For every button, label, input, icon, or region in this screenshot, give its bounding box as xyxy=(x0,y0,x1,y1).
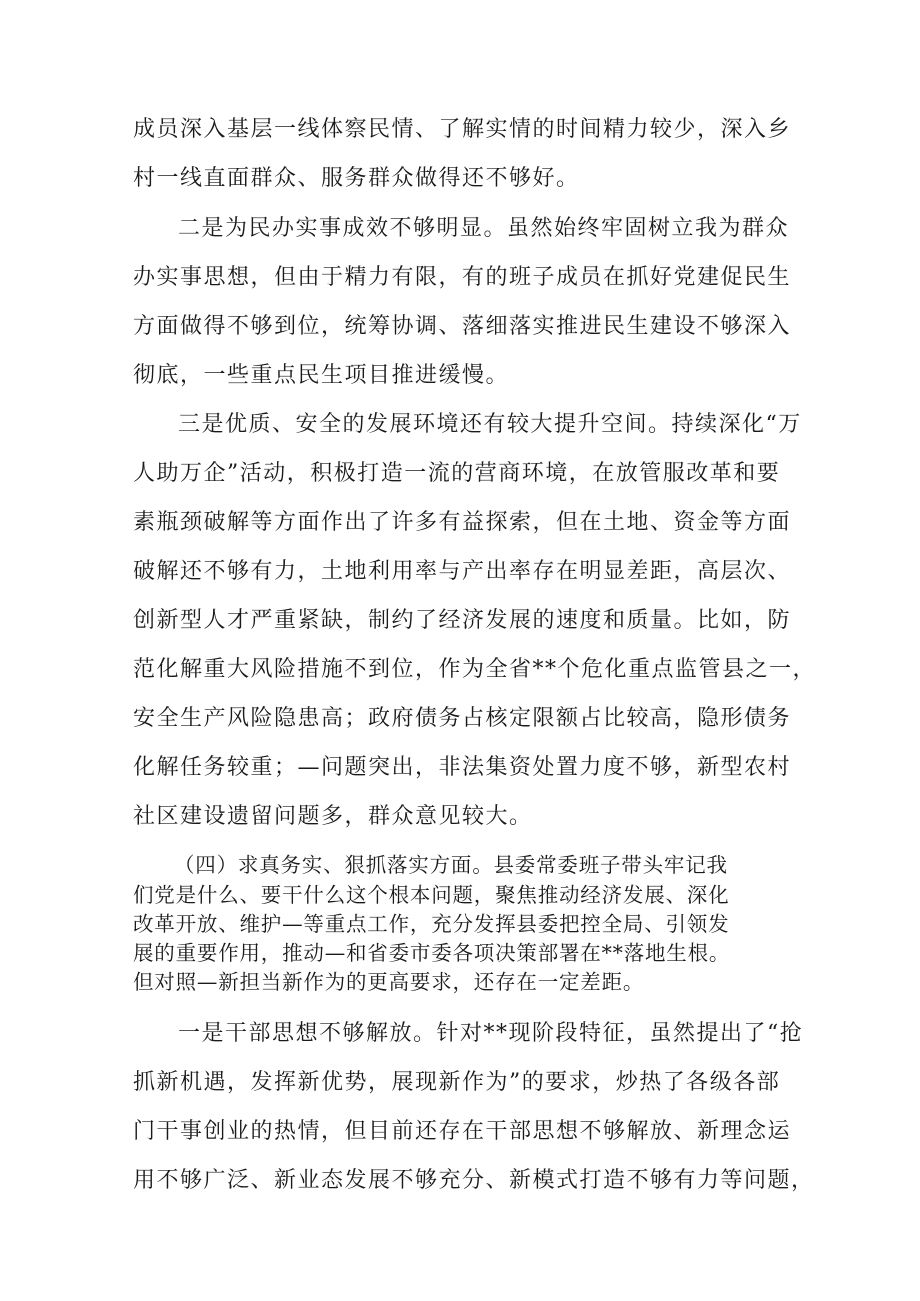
text-line: 创新型人才严重紧缺，制约了经济发展的速度和质量。比如，防 xyxy=(133,608,792,633)
text-line: （四）求真务实、狠抓落实方面。县委常委班子带头牢记我 xyxy=(174,853,728,877)
text-line: 展的重要作用，推动—和省委市委各项决策部署在**落地生根。 xyxy=(133,941,731,965)
text-line: 一是干部思想不够解放。针对**现阶段特征，虽然提出了“抢 xyxy=(178,1021,804,1046)
text-line: 村一线直面群众、服务群众做得还不够好。 xyxy=(133,166,580,191)
text-line: 彻底，一些重点民生项目推进缓慢。 xyxy=(133,363,510,388)
text-line: 们党是什么、要干什么这个根本问题，聚焦推动经济发展、深化 xyxy=(133,883,730,907)
text-line: 二是为民办实事成效不够明显。虽然始终牢固树立我为群众 xyxy=(178,216,790,241)
text-line: 素瓶颈破解等方面作出了许多有益探索，但在土地、资金等方面 xyxy=(133,510,792,535)
text-line: 三是优质、安全的发展环境还有较大提升空间。持续深化“万 xyxy=(178,412,802,437)
text-line: 抓新机遇，发挥新优势，展现新作为”的要求，炒热了各级各部 xyxy=(133,1070,781,1095)
text-line: 安全生产风险隐患高；政府债务占核定限额占比较高，隐形债务 xyxy=(133,706,792,731)
text-line: 成员深入基层一线体察民情、了解实情的时间精力较少，深入乡 xyxy=(133,117,792,142)
text-line: 改革开放、维护—等重点工作，充分发挥县委把控全局、引领发 xyxy=(133,912,730,936)
text-line: 破解还不够有力，土地利用率与产出率存在明显差距，高层次、 xyxy=(133,559,792,584)
text-line: 人助万企”活动，积极打造一流的营商环境，在放管服改革和要 xyxy=(133,461,781,486)
text-line: 化解任务较重；—问题突出，非法集资处置力度不够，新型农村 xyxy=(133,755,792,780)
text-line: 但对照—新担当新作为的更高要求，还存在一定差距。 xyxy=(133,970,645,994)
text-line: 方面做得不够到位，统筹协调、落细落实推进民生建设不够深入 xyxy=(133,314,792,339)
text-line: 范化解重大风险措施不到位，作为全省**个危化重点监管县之一， xyxy=(133,657,817,682)
text-line: 社区建设遗留问题多，群众意见较大。 xyxy=(133,804,533,829)
text-line: 用不够广泛、新业态发展不够充分、新模式打造不够有力等问题， xyxy=(133,1168,815,1193)
text-line: 门干事创业的热情，但目前还存在干部思想不够解放、新理念运 xyxy=(133,1119,792,1144)
text-line: 办实事思想，但由于精力有限，有的班子成员在抓好党建促民生 xyxy=(133,265,792,290)
